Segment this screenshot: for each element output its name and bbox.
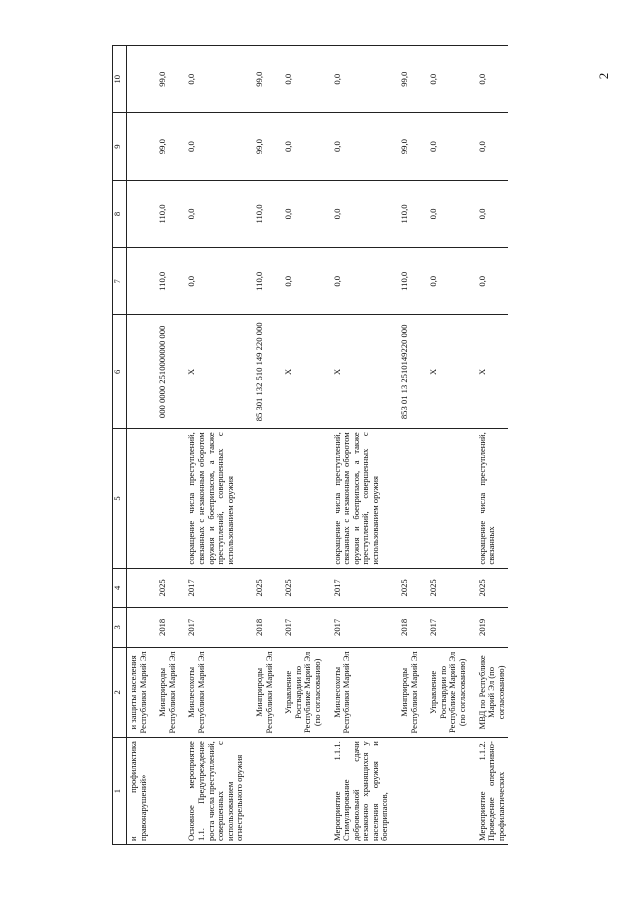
table-row xyxy=(392,46,421,845)
funding-2019-cell: 99,0 xyxy=(392,113,421,180)
measure-name-cell xyxy=(421,738,469,845)
measure-name-cell: Мероприятие 1.1.1. Стимулирование добровольной сдачи незаконно хранящихся у населения оружия и боеприпасов, xyxy=(325,738,393,845)
measure-name-cell: Основное мероприятие 1.1. Предупреждение роста числа преступлений, совершенных с использованием огнестрельного оружия xyxy=(179,738,247,845)
table-row xyxy=(247,46,276,845)
program-table-sheet xyxy=(112,45,632,845)
funding-2017-cell: 0,0 xyxy=(179,248,247,315)
end-year-cell: 2025 xyxy=(247,568,276,607)
expected-result-cell: сокращение числа преступлений, связанных xyxy=(470,429,509,568)
funding-2017-cell: 110,0 xyxy=(392,248,421,315)
executor-cell: Минприроды Республики Марий Эл xyxy=(392,647,421,738)
funding-2019-cell: 99,0 xyxy=(247,113,276,180)
measure-name-cell xyxy=(392,738,421,845)
end-year-cell: 2025 xyxy=(150,568,179,607)
table-row xyxy=(325,46,393,845)
funding-2018-cell: 110,0 xyxy=(392,180,421,247)
end-year-cell: 2025 xyxy=(421,568,469,607)
end-year-cell: 2017 xyxy=(325,568,393,607)
column-number: 5 xyxy=(113,429,127,568)
funding-2020-cell: 0,0 xyxy=(179,46,247,113)
funding-2020-cell: 99,0 xyxy=(392,46,421,113)
expected-result-cell xyxy=(421,429,469,568)
column-number: 1 xyxy=(113,738,127,845)
expected-result-cell: сокращение числа преступлений, связанных с незаконным оборотом оружия и боеприпасов, а также преступлений, совершенных с использованием оружия xyxy=(325,429,393,568)
program-table xyxy=(112,45,508,845)
table-row xyxy=(150,46,179,845)
start-year-cell: 2018 xyxy=(150,608,179,647)
funding-2017-cell xyxy=(127,248,151,315)
column-number: 10 xyxy=(113,46,127,113)
table-row xyxy=(127,46,151,845)
funding-2020-cell: 0,0 xyxy=(470,46,509,113)
funding-2017-cell: 110,0 xyxy=(150,248,179,315)
column-number: 8 xyxy=(113,180,127,247)
funding-2017-cell: 110,0 xyxy=(247,248,276,315)
funding-2019-cell: 0,0 xyxy=(470,113,509,180)
table-row xyxy=(276,46,324,845)
budget-code-cell: X xyxy=(179,315,247,429)
end-year-cell: 2017 xyxy=(179,568,247,607)
funding-2020-cell: 99,0 xyxy=(247,46,276,113)
measure-name-cell xyxy=(276,738,324,845)
budget-code-cell: 85 301 132 510 149 220 000 xyxy=(247,315,276,429)
funding-2020-cell xyxy=(127,46,151,113)
expected-result-cell xyxy=(247,429,276,568)
funding-2018-cell: 110,0 xyxy=(247,180,276,247)
column-number: 9 xyxy=(113,113,127,180)
executor-cell: Минлесохоты Республики Марий Эл xyxy=(325,647,393,738)
start-year-cell: 2018 xyxy=(247,608,276,647)
funding-2018-cell: 0,0 xyxy=(276,180,324,247)
budget-code-cell: 000 0000 2510000000 000 xyxy=(150,315,179,429)
start-year-cell: 2017 xyxy=(179,608,247,647)
expected-result-cell xyxy=(276,429,324,568)
budget-code-cell: X xyxy=(325,315,393,429)
executor-cell: Управление Росгвардии по Республике Марий Эл (по согласованию) xyxy=(421,647,469,738)
executor-cell: и защиты населения Республики Марий Эл xyxy=(127,647,151,738)
expected-result-cell: сокращение числа преступлений, связанных с незаконным оборотом оружия и боеприпасов, а также преступлений, совершенных с использованием оружия xyxy=(179,429,247,568)
end-year-cell xyxy=(127,568,151,607)
funding-2019-cell: 0,0 xyxy=(421,113,469,180)
budget-code-cell: X xyxy=(470,315,509,429)
table-row xyxy=(421,46,469,845)
measure-name-cell xyxy=(247,738,276,845)
page-number: 2 xyxy=(596,72,611,80)
funding-2017-cell: 0,0 xyxy=(276,248,324,315)
funding-2019-cell: 0,0 xyxy=(325,113,393,180)
start-year-cell: 2017 xyxy=(421,608,469,647)
table-row xyxy=(179,46,247,845)
table-row xyxy=(470,46,509,845)
funding-2020-cell: 99,0 xyxy=(150,46,179,113)
budget-code-cell: 853 01 13 2510149220 000 xyxy=(392,315,421,429)
executor-cell: МВД по Республике Марий Эл (по согласованию) xyxy=(470,647,509,738)
measure-name-cell: Мероприятие 1.1.2. Проведение оперативно-профилактических xyxy=(470,738,509,845)
end-year-cell: 2025 xyxy=(392,568,421,607)
budget-code-cell: X xyxy=(276,315,324,429)
column-number: 7 xyxy=(113,248,127,315)
start-year-cell xyxy=(127,608,151,647)
funding-2017-cell: 0,0 xyxy=(470,248,509,315)
executor-cell: Минприроды Республики Марий Эл xyxy=(247,647,276,738)
funding-2020-cell: 0,0 xyxy=(276,46,324,113)
executor-cell: Минприроды Республики Марий Эл xyxy=(150,647,179,738)
funding-2017-cell: 0,0 xyxy=(421,248,469,315)
measure-name-cell xyxy=(150,738,179,845)
funding-2017-cell: 0,0 xyxy=(325,248,393,315)
funding-2018-cell: 0,0 xyxy=(421,180,469,247)
funding-2018-cell: 110,0 xyxy=(150,180,179,247)
measure-name-cell: и профилактика правонарушений» xyxy=(127,738,151,845)
funding-2020-cell: 0,0 xyxy=(421,46,469,113)
funding-2019-cell xyxy=(127,113,151,180)
start-year-cell: 2017 xyxy=(276,608,324,647)
expected-result-cell xyxy=(127,429,151,568)
executor-cell: Минлесохоты Республики Марий Эл xyxy=(179,647,247,738)
budget-code-cell: X xyxy=(421,315,469,429)
column-number: 3 xyxy=(113,608,127,647)
funding-2018-cell: 0,0 xyxy=(325,180,393,247)
funding-2019-cell: 0,0 xyxy=(276,113,324,180)
funding-2018-cell xyxy=(127,180,151,247)
start-year-cell: 2019 xyxy=(470,608,509,647)
start-year-cell: 2017 xyxy=(325,608,393,647)
column-number: 6 xyxy=(113,315,127,429)
column-number: 2 xyxy=(113,647,127,738)
start-year-cell: 2018 xyxy=(392,608,421,647)
budget-code-cell xyxy=(127,315,151,429)
expected-result-cell xyxy=(150,429,179,568)
funding-2019-cell: 0,0 xyxy=(179,113,247,180)
end-year-cell: 2025 xyxy=(276,568,324,607)
expected-result-cell xyxy=(392,429,421,568)
column-number-row xyxy=(113,46,127,845)
funding-2018-cell: 0,0 xyxy=(470,180,509,247)
column-number: 4 xyxy=(113,568,127,607)
funding-2018-cell: 0,0 xyxy=(179,180,247,247)
executor-cell: Управление Росгвардии по Республике Марий Эл (по согласованию) xyxy=(276,647,324,738)
end-year-cell: 2025 xyxy=(470,568,509,607)
funding-2019-cell: 99,0 xyxy=(150,113,179,180)
funding-2020-cell: 0,0 xyxy=(325,46,393,113)
